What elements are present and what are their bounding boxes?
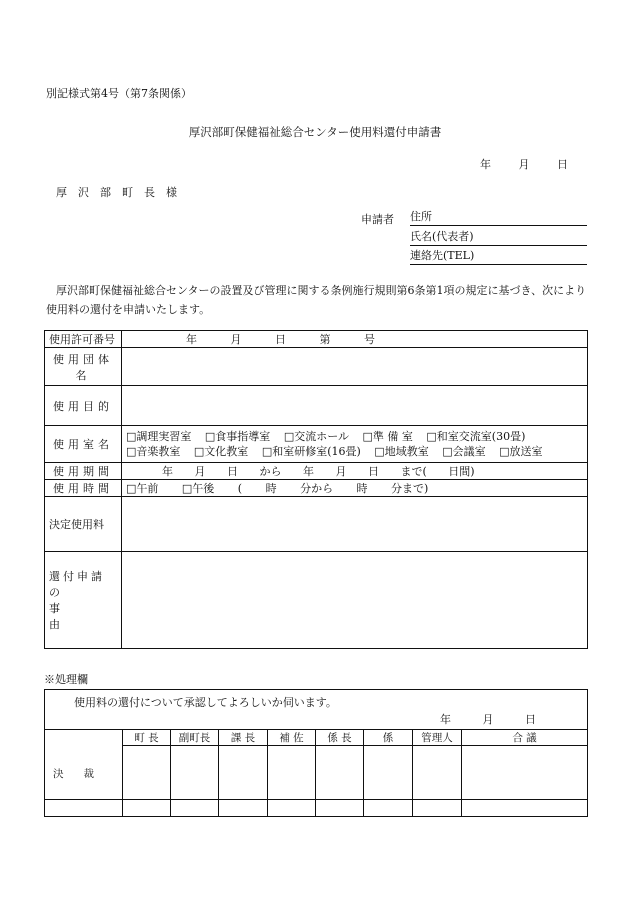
group-name-field[interactable] xyxy=(122,348,588,386)
period-label: 使用期間 xyxy=(45,463,122,480)
approval-stamp-consultation[interactable] xyxy=(462,746,588,817)
period-field[interactable] xyxy=(122,463,588,480)
applicant-phone-field[interactable]: 連絡先(TEL) xyxy=(410,249,587,265)
room-option-broadcast[interactable]: □放送室 xyxy=(499,445,543,458)
room-option-music[interactable]: □音楽教室 xyxy=(126,445,181,458)
approval-table xyxy=(44,729,588,817)
application-statement: 厚沢部町保健福祉総合センターの設置及び管理に関する条例施行規則第6条第1項の規定に基づき、次により使用料の還付を申請いたします。 xyxy=(46,284,587,316)
approval-stamp-staff[interactable] xyxy=(364,746,413,817)
room-option-washitsu-30[interactable]: □和室交流室(30畳) xyxy=(426,430,526,443)
processing-date: 年 月 日 xyxy=(440,713,536,726)
form-title: 厚沢部町保健福祉総合センター使用料還付申請書 xyxy=(188,125,442,139)
approval-header-mayor: 町 長 xyxy=(123,730,171,746)
room-label: 使用室名 xyxy=(45,426,122,463)
approval-header-manager: 管理人 xyxy=(413,730,462,746)
reason-field[interactable] xyxy=(122,552,588,649)
permit-number-label: 使用許可番号 xyxy=(45,331,122,348)
processing-section-label: ※処理欄 xyxy=(44,673,88,686)
approval-stamp-section-chief[interactable] xyxy=(219,746,268,817)
room-option-community[interactable]: □地域教室 xyxy=(374,445,429,458)
room-option-diet[interactable]: □食事指導室 xyxy=(204,430,271,443)
purpose-label: 使用目的 xyxy=(45,386,122,426)
time-template: □午前 □午後 ( 時 分から 時 分まで) xyxy=(126,482,429,495)
room-option-meeting[interactable]: □会議室 xyxy=(442,445,486,458)
reason-label-line1: 還付申請の xyxy=(49,570,105,599)
room-option-washitsu-16[interactable]: □和室研修室(16畳) xyxy=(261,445,361,458)
room-option-prep[interactable]: □準 備 室 xyxy=(362,430,413,443)
reason-label-line2: 事 由 xyxy=(49,602,106,631)
approval-header-deputy-mayor: 副町長 xyxy=(171,730,219,746)
room-options xyxy=(122,426,588,463)
approval-stamp-deputy-mayor[interactable] xyxy=(171,746,219,817)
permit-number-template: 年 月 日 第 号 xyxy=(186,333,375,346)
approval-stamp-subsection-chief[interactable] xyxy=(316,746,364,817)
addressee: 厚沢部町長様 xyxy=(56,186,188,199)
applicant-address-field[interactable]: 住所 xyxy=(410,210,587,226)
approval-header-assistant: 補 佐 xyxy=(268,730,316,746)
fee-label: 決定使用料 xyxy=(45,497,122,552)
approval-stamp-manager[interactable] xyxy=(413,746,462,817)
applicant-name-field[interactable]: 氏名(代表者) xyxy=(410,230,587,246)
permit-number-field[interactable] xyxy=(122,331,588,348)
group-name-label: 使用団体名 xyxy=(45,348,122,386)
room-option-hall[interactable]: □交流ホール xyxy=(283,430,349,443)
approval-stamp-mayor[interactable] xyxy=(123,746,171,817)
approval-header-staff: 係 xyxy=(364,730,413,746)
approval-header-section-chief: 課 長 xyxy=(219,730,268,746)
application-date: 年 月 日 xyxy=(480,158,568,171)
time-label: 使用時間 xyxy=(45,480,122,497)
ketsusai-label: 決裁 xyxy=(45,730,123,817)
applicant-label: 申請者 xyxy=(361,213,394,226)
approval-header-subsection-chief: 係 長 xyxy=(316,730,364,746)
room-option-culture[interactable]: □文化教室 xyxy=(193,445,249,458)
approval-header-consultation: 合 議 xyxy=(462,730,588,746)
room-option-cooking[interactable]: □調理実習室 xyxy=(126,430,192,443)
approval-stamp-assistant[interactable] xyxy=(268,746,316,817)
processing-statement: 使用料の還付について承認してよろしいか伺います。 xyxy=(74,696,337,709)
fee-field[interactable] xyxy=(122,497,588,552)
reason-label xyxy=(45,552,122,649)
application-table xyxy=(44,330,588,649)
period-template: 年 月 日 から 年 月 日 まで( 日間) xyxy=(162,465,475,478)
form-number: 別記様式第4号（第7条関係） xyxy=(46,87,192,100)
time-field[interactable] xyxy=(122,480,588,497)
purpose-field[interactable] xyxy=(122,386,588,426)
